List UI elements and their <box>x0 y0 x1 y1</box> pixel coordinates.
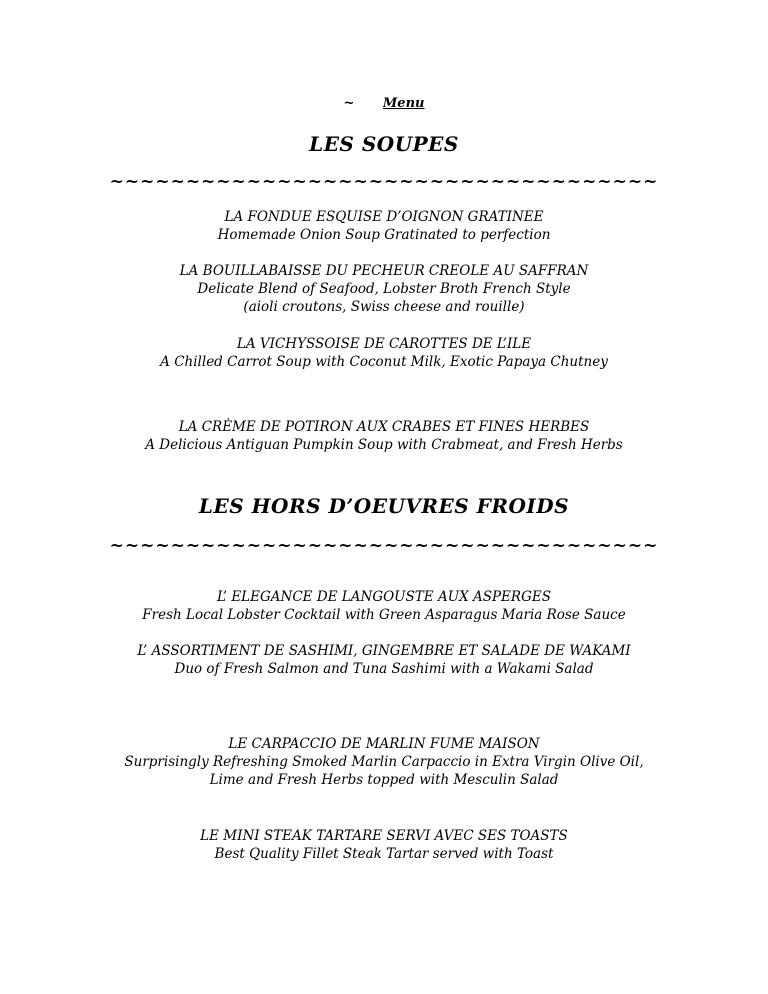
item-description: Duo of Fresh Salmon and Tuna Sashimi with a Wakami Salad <box>174 661 594 677</box>
item-title: LA CRÈME DE POTIRON AUX CRABES ET FINES HERBES <box>178 419 590 435</box>
header-tilde: ~ <box>343 96 355 111</box>
tilde-divider: ~~~~~~~~~~~~~~~~~~~~~~~~~~~~~~~~~~~~ <box>109 536 659 556</box>
item-description: A Chilled Carrot Soup with Coconut Milk, Exotic Papaya Chutney <box>160 354 608 370</box>
item-description: Fresh Local Lobster Cocktail with Green Asparagus Maria Rose Sauce <box>142 607 626 623</box>
item-description: Homemade Onion Soup Gratinated to perfection <box>217 227 551 243</box>
item-description: A Delicious Antiguan Pumpkin Soup with Crabmeat, and Fresh Herbs <box>145 437 623 453</box>
menu-item <box>0 642 768 678</box>
menu-item <box>0 262 768 316</box>
menu-item <box>0 735 768 789</box>
item-description: (aioli croutons, Swiss cheese and rouille) <box>243 299 525 315</box>
item-title: LA BOUILLABAISSE DU PECHEUR CREOLE AU SAFFRAN <box>179 263 589 279</box>
item-title: LA VICHYSSOISE DE CAROTTES DE L’ILE <box>236 336 532 352</box>
menu-item <box>0 335 768 371</box>
item-description: Lime and Fresh Herbs topped with Mesculin Salad <box>209 772 559 788</box>
menu-item <box>0 418 768 454</box>
item-description: Delicate Blend of Seafood, Lobster Broth French Style <box>197 281 571 297</box>
menu-heading: Menu <box>382 96 425 111</box>
tilde-divider: ~~~~~~~~~~~~~~~~~~~~~~~~~~~~~~~~~~~~ <box>109 172 659 192</box>
item-title: LE CARPACCIO DE MARLIN FUME MAISON <box>228 736 540 752</box>
item-description: Surprisingly Refreshing Smoked Marlin Carpaccio in Extra Virgin Olive Oil, <box>124 754 644 770</box>
menu-header <box>0 96 768 111</box>
section-title-soups: LES SOUPES <box>309 132 459 156</box>
menu-item <box>0 588 768 624</box>
item-title: LA FONDUE ESQUISE D’OIGNON GRATINEE <box>224 209 544 225</box>
menu-item <box>0 827 768 863</box>
item-title: LE MINI STEAK TARTARE SERVI AVEC SES TOASTS <box>200 828 568 844</box>
item-title: L’ ELEGANCE DE LANGOUSTE AUX ASPERGES <box>217 589 551 605</box>
item-description: Best Quality Fillet Steak Tartar served with Toast <box>214 846 554 862</box>
section-title-hors-doeuvres: LES HORS D’OEUVRES FROIDS <box>198 494 570 518</box>
menu-item <box>0 208 768 244</box>
item-title: L’ ASSORTIMENT DE SASHIMI, GINGEMBRE ET SALADE DE WAKAMI <box>137 643 631 659</box>
